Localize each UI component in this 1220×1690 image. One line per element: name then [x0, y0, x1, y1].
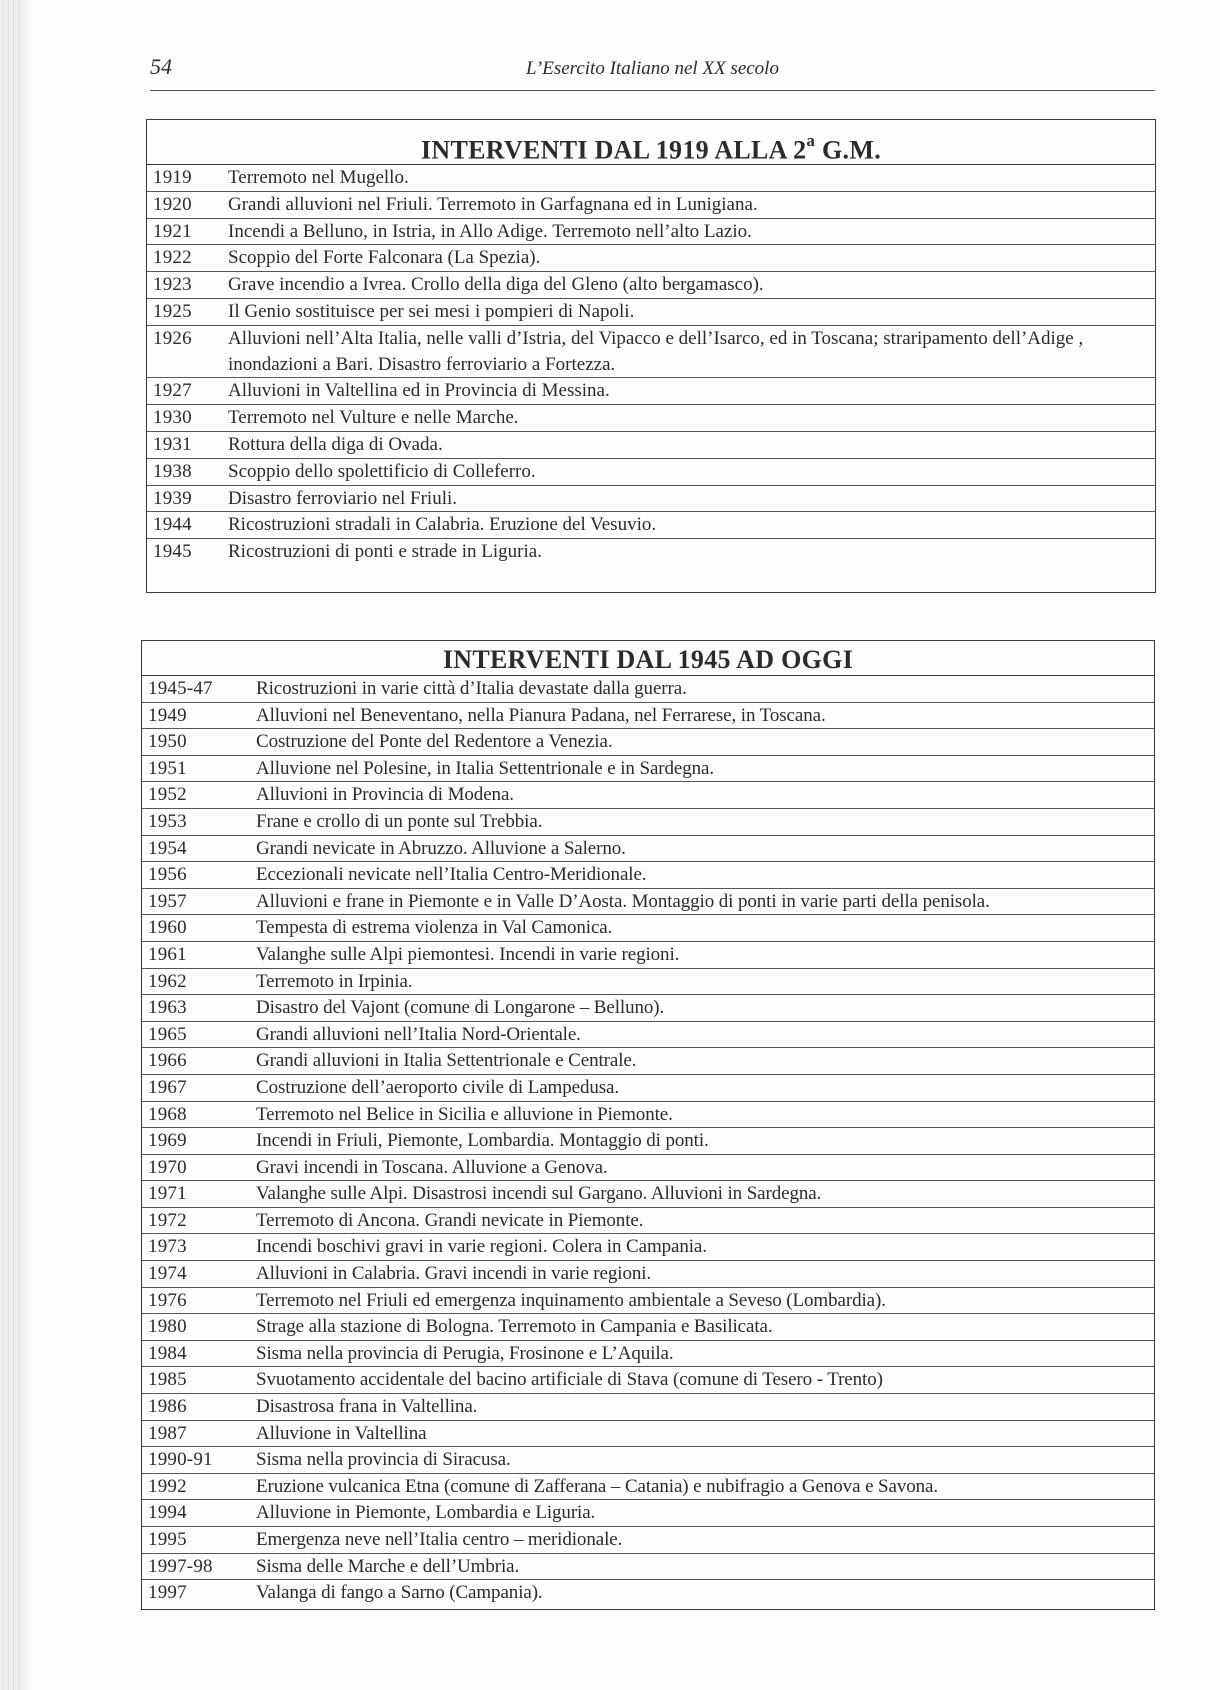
year-cell: 1963: [148, 997, 187, 1019]
year-cell: 1987: [148, 1422, 187, 1444]
year-cell: 1986: [148, 1396, 187, 1418]
year-cell: 1974: [148, 1263, 187, 1285]
event-cell: Terremoto nel Belice in Sicilia e alluvione in Piemonte.: [256, 1103, 673, 1125]
table-row: [142, 942, 1154, 969]
table-rows: [147, 165, 1155, 565]
event-cell: Alluvioni nell’Alta Italia, nelle valli d’Istria, del Vipacco e dell’Isarco, ed in Toscana; straripamento dell’Adige , inondazioni a Bari. Disastro ferroviario a Fortezza.: [228, 327, 1084, 375]
table-title-superscript: a: [806, 131, 816, 150]
table-row: [147, 272, 1155, 299]
year-cell: 1971: [148, 1183, 187, 1205]
event-cell: Disastro ferroviario nel Friuli.: [228, 487, 458, 509]
table-row: [147, 486, 1155, 513]
event-cell: Scoppio dello spolettificio di Colleferro.: [228, 460, 536, 482]
table-row: [147, 512, 1155, 539]
table-interventi-1945-oggi: [141, 640, 1155, 1610]
table-row: [142, 756, 1154, 783]
event-cell: Svuotamento accidentale del bacino artificiale di Stava (comune di Tesero - Trento): [256, 1369, 883, 1391]
year-cell: 1921: [153, 220, 192, 242]
table-row: [147, 299, 1155, 326]
event-cell: Ricostruzioni stradali in Calabria. Eruzione del Vesuvio.: [228, 514, 657, 536]
year-cell: 1951: [148, 757, 187, 779]
table-row: [142, 1341, 1154, 1368]
year-cell: 1969: [148, 1130, 187, 1152]
year-cell: 1931: [153, 433, 192, 455]
year-cell: 1922: [153, 247, 192, 269]
table-row: [142, 1474, 1154, 1501]
event-cell: Terremoto in Irpinia.: [256, 970, 413, 992]
table-row: [142, 729, 1154, 756]
event-cell: Strage alla stazione di Bologna. Terremoto in Campania e Basilicata.: [256, 1316, 773, 1338]
table-row: [142, 915, 1154, 942]
year-cell: 1945-47: [148, 678, 213, 699]
year-cell: 1956: [148, 864, 187, 886]
year-cell: 1927: [153, 380, 192, 402]
table-row: [147, 459, 1155, 486]
binding-gutter: [0, 0, 22, 1690]
table-row: [142, 1421, 1154, 1448]
table-row: [142, 782, 1154, 809]
table-row: [147, 219, 1155, 246]
table-row: [142, 1155, 1154, 1182]
year-cell: 1997: [148, 1582, 187, 1604]
event-cell: Grandi nevicate in Abruzzo. Alluvione a Salerno.: [256, 837, 626, 859]
event-cell: Alluvione nel Polesine, in Italia Settentrionale e in Sardegna.: [256, 757, 715, 779]
year-cell: 1950: [148, 731, 187, 753]
year-cell: 1985: [148, 1369, 187, 1391]
year-cell: 1953: [148, 810, 187, 832]
table-row: [142, 1527, 1154, 1554]
table-row: [147, 539, 1155, 565]
table-row: [142, 1208, 1154, 1235]
table-row: [142, 1181, 1154, 1208]
year-cell: 1954: [148, 837, 187, 859]
year-cell: 1995: [148, 1529, 187, 1550]
table-row: [142, 862, 1154, 889]
year-cell: 1952: [148, 784, 187, 806]
event-cell: Emergenza neve nell’Italia centro – meridionale.: [256, 1529, 623, 1550]
event-cell: Grandi alluvioni nell’Italia Nord-Orientale.: [256, 1023, 581, 1045]
event-cell: Grandi alluvioni in Italia Settentrionale e Centrale.: [256, 1050, 637, 1072]
table-row: [142, 889, 1154, 916]
year-cell: 1973: [148, 1236, 187, 1258]
event-cell: Sisma nella provincia di Perugia, Frosinone e L’Aquila.: [256, 1342, 674, 1364]
table-row: [142, 995, 1154, 1022]
year-cell: 1919: [153, 167, 192, 188]
event-cell: Ricostruzioni in varie città d’Italia devastate dalla guerra.: [256, 678, 687, 699]
event-cell: Scoppio del Forte Falconara (La Spezia).: [228, 247, 541, 269]
event-cell: Incendi in Friuli, Piemonte, Lombardia. Montaggio di ponti.: [256, 1130, 709, 1152]
event-cell: Eruzione vulcanica Etna (comune di Zafferana – Catania) e nubifragio a Genova e Savona.: [256, 1475, 939, 1497]
year-cell: 1923: [153, 274, 192, 296]
table-row: [142, 1580, 1154, 1606]
year-cell: 1970: [148, 1156, 187, 1178]
table-row: [142, 703, 1154, 730]
year-cell: 1967: [148, 1076, 187, 1098]
table-row: [147, 192, 1155, 219]
event-cell: Valanghe sulle Alpi piemontesi. Incendi in varie regioni.: [256, 943, 680, 965]
table-row: [147, 378, 1155, 405]
table-row: [147, 165, 1155, 192]
table-row: [142, 809, 1154, 836]
table-row: [142, 1102, 1154, 1129]
year-cell: 1957: [148, 890, 187, 912]
year-cell: 1945: [153, 541, 192, 563]
table-row: [142, 836, 1154, 863]
table-row: [147, 432, 1155, 459]
table-row: [147, 405, 1155, 432]
year-cell: 1984: [148, 1342, 187, 1364]
binding-shade: [22, 0, 32, 1690]
event-cell: Costruzione dell’aeroporto civile di Lampedusa.: [256, 1076, 620, 1098]
year-cell: 1926: [153, 327, 192, 349]
event-cell: Il Genio sostituisce per sei mesi i pompieri di Napoli.: [228, 300, 635, 322]
year-cell: 1965: [148, 1023, 187, 1045]
event-cell: Grandi alluvioni nel Friuli. Terremoto in Garfagnana ed in Lunigiana.: [228, 193, 758, 215]
event-cell: Sisma nella provincia di Siracusa.: [256, 1449, 511, 1471]
event-cell: Disastro del Vajont (comune di Longarone – Belluno).: [256, 997, 665, 1019]
table-row: [142, 1261, 1154, 1288]
year-cell: 1944: [153, 514, 192, 536]
year-cell: 1925: [153, 300, 192, 322]
table-title: [147, 120, 1155, 165]
year-cell: 1966: [148, 1050, 187, 1072]
year-cell: 1976: [148, 1289, 187, 1311]
event-cell: Eccezionali nevicate nell’Italia Centro-Meridionale.: [256, 864, 647, 886]
event-cell: Ricostruzioni di ponti e strade in Liguria.: [228, 541, 542, 563]
table-title: INTERVENTI DAL 1945 AD OGGI: [142, 641, 1154, 676]
table-title-main: INTERVENTI DAL 1919 ALLA 2: [421, 135, 807, 165]
year-cell: 1961: [148, 943, 187, 965]
event-cell: Alluvioni nel Beneventano, nella Pianura Padana, nel Ferrarese, in Toscana.: [256, 704, 826, 726]
event-cell: Alluvione in Valtellina: [256, 1422, 427, 1444]
event-cell: Sisma delle Marche e dell’Umbria.: [256, 1555, 520, 1577]
event-cell: Incendi boschivi gravi in varie regioni. Colera in Campania.: [256, 1236, 707, 1258]
year-cell: 1968: [148, 1103, 187, 1125]
event-cell: Rottura della diga di Ovada.: [228, 433, 443, 455]
event-cell: Alluvioni in Calabria. Gravi incendi in varie regioni.: [256, 1263, 652, 1285]
table-interventi-1919-1945: [146, 119, 1156, 593]
year-cell: 1980: [148, 1316, 187, 1338]
table-row: [142, 969, 1154, 996]
year-cell: 1930: [153, 407, 192, 429]
year-cell: 1972: [148, 1209, 187, 1231]
year-cell: 1997-98: [148, 1555, 213, 1577]
table-row: [142, 1022, 1154, 1049]
event-cell: Alluvioni in Valtellina ed in Provincia di Messina.: [228, 380, 610, 402]
event-cell: Alluvioni e frane in Piemonte e in Valle D’Aosta. Montaggio di ponti in varie parti della penisola.: [256, 890, 990, 912]
table-row: [142, 1048, 1154, 1075]
table-row: [142, 1314, 1154, 1341]
event-cell: Grave incendio a Ivrea. Crollo della diga del Gleno (alto bergamasco).: [228, 274, 764, 296]
event-cell: Disastrosa frana in Valtellina.: [256, 1396, 478, 1418]
table-row: [142, 1367, 1154, 1394]
event-cell: Costruzione del Ponte del Redentore a Venezia.: [256, 731, 613, 753]
year-cell: 1990-91: [148, 1449, 213, 1471]
table-row: [142, 1234, 1154, 1261]
event-cell: Frane e crollo di un ponte sul Trebbia.: [256, 810, 543, 832]
year-cell: 1992: [148, 1475, 187, 1497]
year-cell: 1939: [153, 487, 192, 509]
event-cell: Incendi a Belluno, in Istria, in Allo Adige. Terremoto nell’alto Lazio.: [228, 220, 752, 242]
table-title-end: G.M.: [815, 135, 881, 165]
table-row: [142, 1128, 1154, 1155]
event-cell: Terremoto nel Vulture e nelle Marche.: [228, 407, 519, 429]
table-row: [142, 1288, 1154, 1315]
event-cell: Tempesta di estrema violenza in Val Camonica.: [256, 917, 613, 939]
event-cell: Terremoto nel Mugello.: [228, 167, 409, 188]
event-cell: Terremoto di Ancona. Grandi nevicate in Piemonte.: [256, 1209, 644, 1231]
table-row: [142, 1447, 1154, 1474]
table-row: [142, 1500, 1154, 1527]
running-title: L’Esercito Italiano nel XX secolo: [526, 58, 779, 79]
table-row: [142, 1394, 1154, 1421]
table-row: [142, 676, 1154, 703]
table-row: [147, 326, 1155, 379]
event-cell: Alluvioni in Provincia di Modena.: [256, 784, 514, 806]
page-header: [150, 50, 1155, 91]
event-cell: Gravi incendi in Toscana. Alluvione a Genova.: [256, 1156, 608, 1178]
year-cell: 1949: [148, 704, 187, 726]
year-cell: 1962: [148, 970, 187, 992]
event-cell: Valanghe sulle Alpi. Disastrosi incendi sul Gargano. Alluvioni in Sardegna.: [256, 1183, 822, 1205]
table-row: [142, 1554, 1154, 1581]
year-cell: 1920: [153, 193, 192, 215]
table-row: [147, 245, 1155, 272]
year-cell: 1994: [148, 1502, 187, 1524]
table-row: [142, 1075, 1154, 1102]
table-rows: [142, 676, 1154, 1606]
year-cell: 1938: [153, 460, 192, 482]
page-number: 54: [150, 54, 172, 79]
year-cell: 1960: [148, 917, 187, 939]
event-cell: Alluvione in Piemonte, Lombardia e Liguria.: [256, 1502, 596, 1524]
event-cell: Valanga di fango a Sarno (Campania).: [256, 1582, 543, 1604]
event-cell: Terremoto nel Friuli ed emergenza inquinamento ambientale a Seveso (Lombardia).: [256, 1289, 886, 1311]
